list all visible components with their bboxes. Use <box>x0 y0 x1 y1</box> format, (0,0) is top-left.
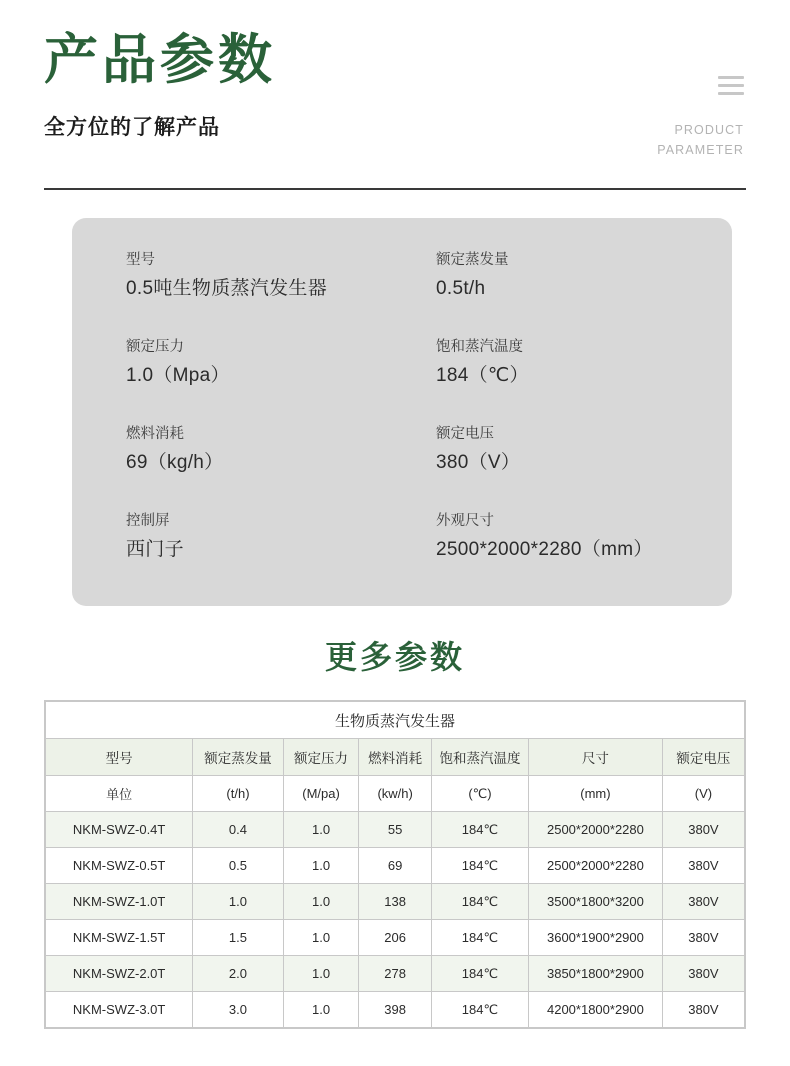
table-header-fuel: 燃料消耗 <box>359 739 432 776</box>
cell-pressure: 1.0 <box>283 992 359 1028</box>
more-params-title: 更多参数 <box>324 638 465 676</box>
page-subtitle: 全方位的了解产品 <box>44 116 220 140</box>
table-unit-temperature: (℃) <box>431 776 528 812</box>
cell-voltage: 380V <box>662 992 744 1028</box>
spec-label: 控制屏 <box>126 513 170 529</box>
hamburger-bar <box>718 84 744 87</box>
table-unit-pressure: (M/pa) <box>283 776 359 812</box>
spec-value: 1.0（Mpa） <box>126 365 230 387</box>
cell-model: NKM-SWZ-0.4T <box>46 812 193 848</box>
cell-evaporation: 0.5 <box>193 848 283 884</box>
cell-voltage: 380V <box>662 884 744 920</box>
spec-label: 型号 <box>126 252 155 268</box>
table-header-temperature: 饱和蒸汽温度 <box>431 739 528 776</box>
spec-card <box>72 218 732 606</box>
hamburger-menu-icon[interactable] <box>718 76 744 95</box>
spec-label: 饱和蒸汽温度 <box>436 339 523 355</box>
cell-model: NKM-SWZ-2.0T <box>46 956 193 992</box>
cell-fuel: 138 <box>359 884 432 920</box>
cell-fuel: 69 <box>359 848 432 884</box>
hamburger-bar <box>718 76 744 79</box>
cell-pressure: 1.0 <box>283 812 359 848</box>
cell-pressure: 1.0 <box>283 920 359 956</box>
spec-value: 0.5吨生物质蒸汽发生器 <box>126 278 328 300</box>
spec-item-fuel-consumption <box>126 426 436 513</box>
cell-temperature: 184℃ <box>431 884 528 920</box>
table-row <box>46 812 745 848</box>
page-title: 产品参数 <box>44 28 276 91</box>
cell-fuel: 278 <box>359 956 432 992</box>
spec-item-rated-evaporation <box>436 252 732 339</box>
cell-size: 2500*2000*2280 <box>529 812 663 848</box>
cell-model: NKM-SWZ-3.0T <box>46 992 193 1028</box>
english-label <box>657 120 744 160</box>
table-row <box>46 884 745 920</box>
spec-item-saturated-steam-temp <box>436 339 732 426</box>
spec-grid <box>72 252 732 600</box>
page-header <box>0 0 790 170</box>
cell-temperature: 184℃ <box>431 992 528 1028</box>
table-header-size: 尺寸 <box>529 739 663 776</box>
spec-item-control-panel <box>126 513 436 600</box>
spec-label: 额定蒸发量 <box>436 252 509 268</box>
table-header-model: 型号 <box>46 739 193 776</box>
table-unit-size: (mm) <box>529 776 663 812</box>
spec-label: 外观尺寸 <box>436 513 494 529</box>
table-unit-evaporation: (t/h) <box>193 776 283 812</box>
table-caption: 生物质蒸汽发生器 <box>46 702 745 739</box>
params-table-wrapper <box>44 700 746 1029</box>
cell-size: 3850*1800*2900 <box>529 956 663 992</box>
cell-fuel: 206 <box>359 920 432 956</box>
cell-evaporation: 3.0 <box>193 992 283 1028</box>
cell-evaporation: 0.4 <box>193 812 283 848</box>
spec-item-model <box>126 252 436 339</box>
params-table <box>45 701 745 1028</box>
cell-evaporation: 1.5 <box>193 920 283 956</box>
table-caption-row <box>46 702 745 739</box>
table-unit-voltage: (V) <box>662 776 744 812</box>
table-row <box>46 992 745 1028</box>
cell-model: NKM-SWZ-0.5T <box>46 848 193 884</box>
cell-voltage: 380V <box>662 956 744 992</box>
cell-size: 3600*1900*2900 <box>529 920 663 956</box>
spec-label: 额定电压 <box>436 426 494 442</box>
table-unit-row <box>46 776 745 812</box>
hamburger-bar <box>718 92 744 95</box>
cell-model: NKM-SWZ-1.5T <box>46 920 193 956</box>
spec-label: 燃料消耗 <box>126 426 184 442</box>
cell-evaporation: 2.0 <box>193 956 283 992</box>
table-row <box>46 848 745 884</box>
table-header-pressure: 额定压力 <box>283 739 359 776</box>
table-row <box>46 920 745 956</box>
cell-model: NKM-SWZ-1.0T <box>46 884 193 920</box>
cell-pressure: 1.0 <box>283 884 359 920</box>
table-row <box>46 956 745 992</box>
cell-temperature: 184℃ <box>431 848 528 884</box>
cell-voltage: 380V <box>662 848 744 884</box>
cell-size: 3500*1800*3200 <box>529 884 663 920</box>
header-divider <box>44 188 746 190</box>
spec-value: 2500*2000*2280（mm） <box>436 539 653 561</box>
english-label-line2: PARAMETER <box>657 143 744 157</box>
cell-temperature: 184℃ <box>431 920 528 956</box>
spec-value: 69（kg/h） <box>126 452 224 474</box>
cell-pressure: 1.0 <box>283 848 359 884</box>
spec-value: 184（℃） <box>436 365 529 387</box>
cell-size: 4200*1800*2900 <box>529 992 663 1028</box>
spec-item-rated-pressure <box>126 339 436 426</box>
table-unit-fuel: (kw/h) <box>359 776 432 812</box>
table-header-row <box>46 739 745 776</box>
table-header-evaporation: 额定蒸发量 <box>193 739 283 776</box>
cell-temperature: 184℃ <box>431 956 528 992</box>
table-header-voltage: 额定电压 <box>662 739 744 776</box>
cell-evaporation: 1.0 <box>193 884 283 920</box>
spec-item-rated-voltage <box>436 426 732 513</box>
english-label-line1: PRODUCT <box>674 123 744 137</box>
cell-fuel: 55 <box>359 812 432 848</box>
cell-voltage: 380V <box>662 812 744 848</box>
cell-temperature: 184℃ <box>431 812 528 848</box>
cell-size: 2500*2000*2280 <box>529 848 663 884</box>
cell-fuel: 398 <box>359 992 432 1028</box>
cell-voltage: 380V <box>662 920 744 956</box>
cell-pressure: 1.0 <box>283 956 359 992</box>
spec-value: 0.5t/h <box>436 278 486 300</box>
spec-label: 额定压力 <box>126 339 184 355</box>
spec-value: 380（V） <box>436 452 521 474</box>
spec-item-dimensions <box>436 513 732 600</box>
spec-value: 西门子 <box>126 539 184 561</box>
table-unit-label: 单位 <box>46 776 193 812</box>
